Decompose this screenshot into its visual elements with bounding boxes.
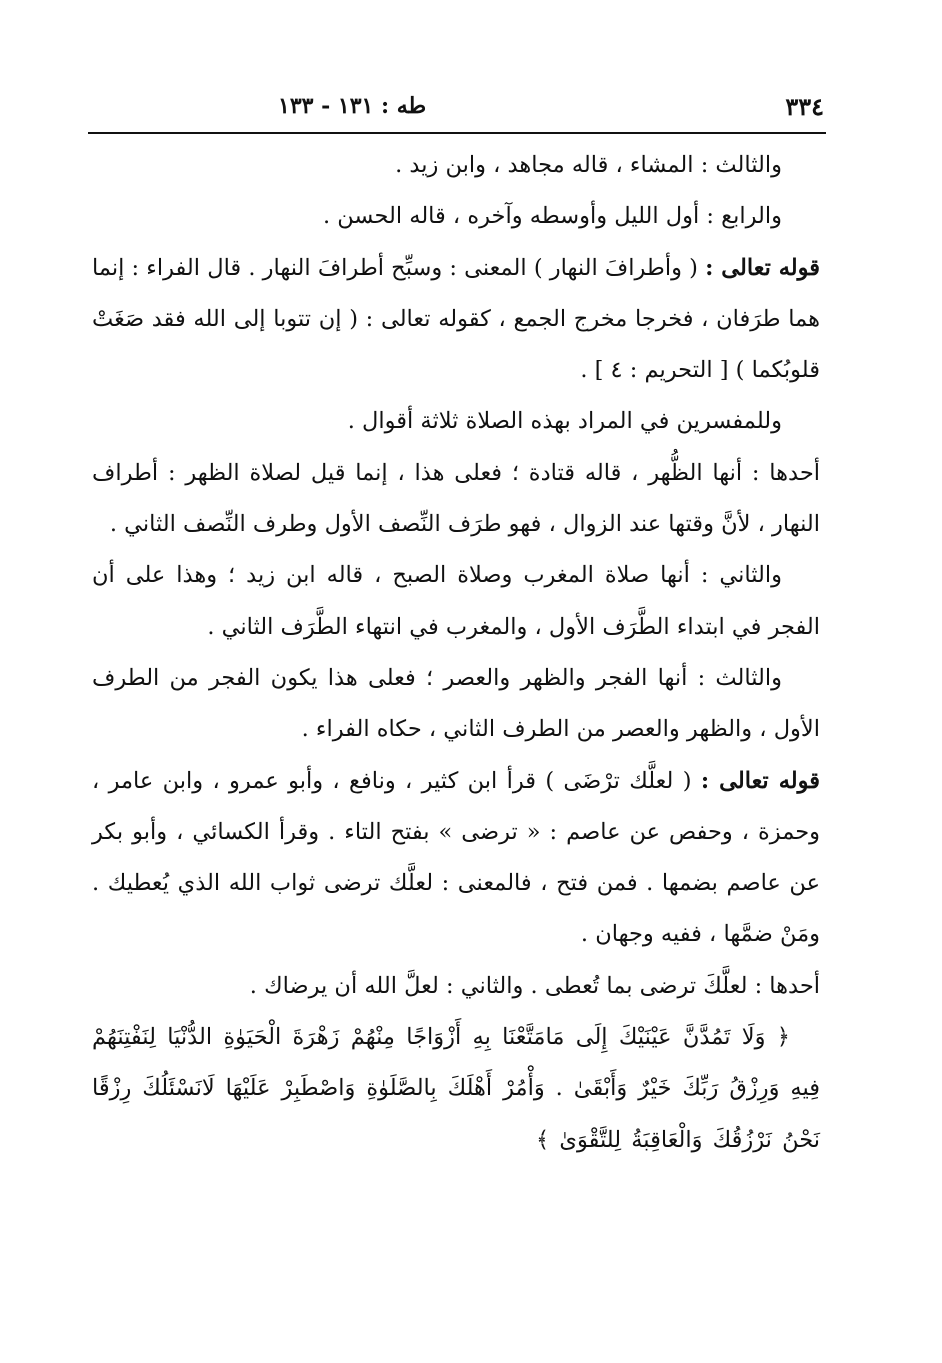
paragraph-text: ( وأطرافَ النهار ) المعنى : وسبِّح أطرافَ النهار . قال الفراء : إنما هما طرَفان ، فخرجا مخرج الجمع ، كقوله تعالى : ( إن تتوبا إلى الله فقد صَغَتْ قلوبُكما ) [ التحريم : ٤ ] . — [92, 254, 820, 384]
paragraph — [92, 961, 820, 1012]
body-text — [92, 140, 820, 1166]
paragraph — [92, 550, 820, 653]
paragraph — [92, 191, 820, 242]
paragraph-text: والثالث : المشاء ، قاله مجاهد ، وابن زيد . — [395, 152, 782, 178]
paragraph-text: أحدها : لعلَّكَ ترضى بما تُعطى . والثاني : لعلَّ الله أن يرضاك . — [249, 972, 820, 999]
running-header — [88, 86, 828, 126]
header-divider — [88, 132, 826, 134]
verse-text: ﴿ وَلَا تَمُدَّنَّ عَيْنَيْكَ إِلَى مَامَتَّعْنَا بِهِ أَزْوَاجًا مِنْهُمْ زَهْرَةَ الْحَيَوٰةِ الدُّنْيَا لِنَفْتِنَهُمْ فِيهِ وَرِزْقُ رَبِّكَ خَيْرٌ وَأَبْقَىٰ . وَأْمُرْ أَهْلَكَ بِالصَّلَوٰةِ وَاصْطَبِرْ عَلَيْهَا لَانَسْئَلُكَ رِزْقًا نَحْنُ نَرْزُقُكَ وَالْعَاقِبَةُ لِلتَّقْوَىٰ ﴾ — [92, 1024, 820, 1153]
paragraph — [92, 140, 820, 191]
page-number: ٣٣٤ — [785, 91, 824, 121]
quran-verse — [92, 1012, 820, 1166]
paragraph-text: وللمفسرين في المراد بهذه الصلاة ثلاثة أقوال . — [347, 408, 782, 435]
paragraph-lead: قوله تعالى : — [705, 254, 820, 281]
paragraph — [92, 396, 820, 447]
chapter-reference: طه : ١٣١ - ١٣٣ — [278, 93, 427, 119]
paragraph-text: ( لعلَّك ترْضَى ) قرأ ابن كثير ، ونافع ، وأبو عمرو ، وابن عامر ، وحمزة ، وحفص عن عاصم : « ترضى » بفتح التاء . وقرأ الكسائي ، وأبو بكر عن عاصم بضمها . فمن فتح ، فالمعنى : لعلَّك ترضى ثواب الله الذي يُعطيك . ومَنْ ضمَّها ، ففيه وجهان . — [92, 767, 820, 948]
paragraph — [92, 653, 820, 756]
paragraph-text: والثالث : أنها الفجر والظهر والعصر ؛ فعلى هذا يكون الفجر من الطرف الأول ، والظهر والعصر من الطرف الثاني ، حكاه الفراء . — [92, 664, 820, 743]
paragraph — [92, 448, 820, 551]
paragraph — [92, 243, 820, 397]
paragraph-text: والثاني : أنها صلاة المغرب وصلاة الصبح ، قاله ابن زيد ؛ وهذا على أن الفجر في ابتداء الطَّرَف الأول ، والمغرب في انتهاء الطَّرَف الثاني . — [92, 562, 820, 640]
paragraph-text: والرابع : أول الليل وأوسطه وآخره ، قاله الحسن . — [322, 203, 782, 230]
paragraph-text: أحدها : أنها الظُّهر ، قاله قتادة ؛ فعلى هذا ، إنما قيل لصلاة الظهر : أطراف النهار ، لأنَّ وقتها عند الزوال ، فهو طرَف النِّصف الأول وطرف النِّصف الثاني . — [92, 459, 820, 538]
paragraph-lead: قوله تعالى : — [700, 767, 820, 794]
paragraph — [92, 756, 820, 961]
